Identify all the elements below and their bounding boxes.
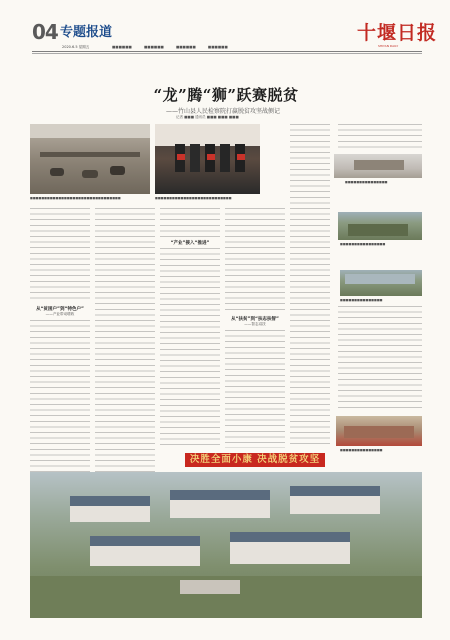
meta-item: ■■■■■■ — [112, 45, 132, 49]
newspaper-logo-sub: SHIYAN DAILY — [378, 44, 399, 48]
meta-item: ■■■■■■ — [207, 45, 228, 49]
date-edition: 2020.6.5 星期五 — [62, 45, 90, 49]
text-column-6 — [338, 124, 422, 148]
photo-right-2 — [338, 212, 422, 240]
slogan-banner: 决胜全面小康 决战脱贫攻坚 — [185, 453, 325, 467]
page-number: 04 — [32, 20, 58, 44]
masthead-divider-thin — [32, 53, 422, 54]
photo-caption: ■■■■■■■■■■■■■■■■■■■■■■■■■■■ — [155, 196, 232, 200]
photo-caption: ■■■■■■■■■■■■■■■ — [340, 448, 383, 452]
photo-caption: ■■■■■■■■■■■■■■■■ — [340, 242, 386, 246]
section-heading: “产业”接入“推进” — [170, 241, 210, 246]
photo-aerial-village — [30, 472, 422, 618]
section-subheading: ——智志双扶 — [244, 322, 266, 326]
section-heading: 从“贫困户”到“特色户” — [36, 307, 84, 312]
section-title: 专题报道 — [60, 25, 113, 40]
article-headline: “龙”腾“狮”跃赛脱贫 — [153, 86, 299, 104]
newspaper-logo: 十堰日报 — [357, 22, 438, 44]
text-column-1b — [30, 320, 90, 478]
article-byline: 记者 ■■■ 通讯员 ■■■ ■■■ ■■■ — [176, 115, 239, 119]
text-column-3b — [160, 248, 220, 448]
masthead-divider — [32, 51, 422, 52]
meta-item: ■■■■■■ — [143, 45, 164, 49]
text-column-4 — [225, 208, 285, 313]
photo-right-1 — [334, 154, 422, 178]
text-column-1 — [30, 208, 90, 303]
photo-group-certificates — [155, 124, 260, 194]
section-subheading: ——产业带动增收 — [45, 312, 75, 316]
article-subheadline: ——竹山县人民检察院打赢脱贫攻坚战侧记 — [166, 108, 281, 115]
text-column-6b — [338, 306, 422, 412]
photo-right-3 — [340, 270, 422, 296]
photo-caption: ■■■■■■■■■■■■■■■ — [345, 180, 388, 184]
photo-caption: ■■■■■■■■■■■■■■■■■■■■■■■■■■■■■■■■ — [30, 196, 121, 200]
meta-item: ■■■■■■ — [175, 45, 196, 49]
masthead-meta — [112, 45, 239, 49]
text-column-4b — [225, 330, 285, 448]
photo-livestock-barn — [30, 124, 150, 194]
photo-right-4 — [336, 416, 422, 446]
text-column-3 — [160, 208, 220, 238]
section-heading: 从“扶贫”到“扶志扶智” — [231, 317, 279, 322]
text-column-2 — [95, 208, 155, 478]
text-column-5 — [290, 124, 330, 448]
photo-caption: ■■■■■■■■■■■■■■■ — [340, 298, 383, 302]
